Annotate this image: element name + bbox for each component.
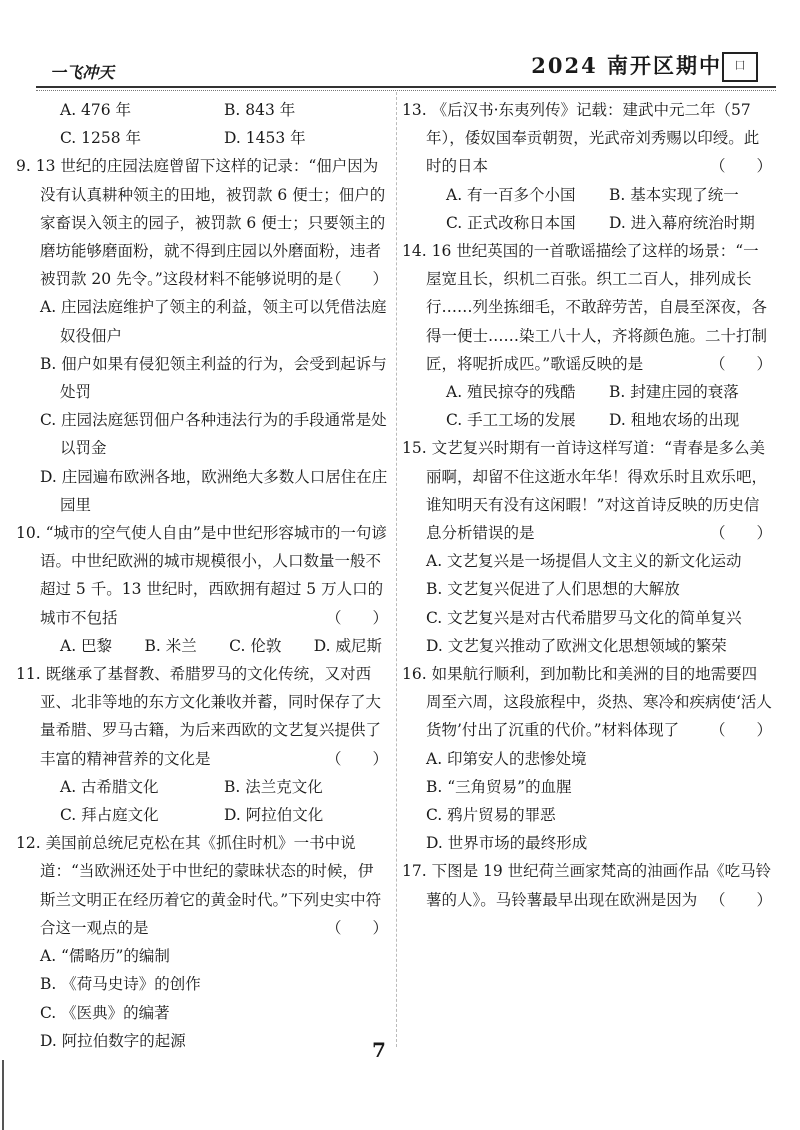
seal-stamp: 囗: [722, 52, 758, 82]
q15-stem: 15. 文艺复兴时期有一首诗这样写道：“青春是多么美丽啊，却留不住这逝水年华！得欢乐时且欢乐吧，谁知明天有没有这闲暇！”对这首诗反映的历史信息分析错误的是 （ ）: [402, 434, 772, 547]
scan-edge-mark: [2, 1060, 8, 1130]
header-dotted-rule: [36, 90, 776, 91]
q13-option-b[interactable]: B. 基本实现了统一: [609, 185, 739, 204]
q8-option-b[interactable]: B. 843 年: [224, 101, 296, 119]
q14-option-b[interactable]: B. 封建庄园的衰落: [609, 383, 739, 402]
q11-option-b[interactable]: B. 法兰克文化: [224, 777, 323, 796]
q11-answer-paren[interactable]: （ ）: [325, 749, 388, 768]
left-column: [16, 96, 388, 1055]
q12-stem: 12. 美国前总统尼克松在其《抓住时机》一书中说道：“当欧洲还处于中世纪的蒙昧状态的时候，伊斯兰文明正在经历着它的黄金时代。”下列史实中符合这一观点的是 （ ）: [16, 829, 388, 942]
q15-option-b[interactable]: B. 文艺复兴促进了人们思想的大解放: [426, 580, 680, 599]
q10-options: [16, 632, 388, 660]
q16-option-a[interactable]: A. 印第安人的悲惨处境: [426, 749, 587, 768]
exam-title: 2024 南开区期中: [531, 53, 722, 78]
q8-option-a[interactable]: A. 476 年: [60, 101, 132, 119]
q12-option-b[interactable]: B. 《荷马史诗》的创作: [40, 975, 201, 994]
q8-option-c[interactable]: C. 1258 年: [60, 129, 142, 148]
q15-option-c[interactable]: C. 文艺复兴是对古代希腊罗马文化的简单复兴: [426, 608, 742, 627]
q12-option-a[interactable]: A. “儒略历”的编制: [40, 947, 170, 966]
q14-option-a[interactable]: A. 殖民掠夺的残酷: [446, 383, 576, 402]
q12-option-d[interactable]: D. 阿拉伯数字的起源: [40, 1031, 186, 1050]
q11-option-c[interactable]: C. 拜占庭文化: [60, 806, 159, 825]
q13-option-a[interactable]: A. 有一百多个小国: [446, 185, 576, 204]
q16-stem: 16. 如果航行顺利，到加勒比和美洲的目的地需要四周至六周，这段旅程中，炎热、寒冷和疾病使‘活人货物’付出了沉重的代价。”材料体现了 （ ）: [402, 660, 772, 745]
q9-option-d[interactable]: D. 庄园遍布欧洲各地，欧洲绝大多数人口居住在庄园里: [40, 467, 388, 514]
page-number: 7: [372, 1038, 386, 1062]
q16-option-d[interactable]: D. 世界市场的最终形成: [426, 834, 588, 853]
q10-option-d[interactable]: D. 威尼斯: [313, 636, 382, 655]
q14-option-c[interactable]: C. 手工工场的发展: [446, 411, 576, 430]
q17-stem: 17. 下图是 19 世纪荷兰画家梵高的油画作品《吃马铃薯的人》。马铃薯最早出现在欧洲是因为 （ ）: [402, 857, 772, 913]
q14-stem: 14. 16 世纪英国的一首歌谣描绘了这样的场景：“一屋宽且长，织机二百张。织工二百人，排列成长行……列坐拣细毛，不敢辞劳苦，自晨至深夜，各得一便士……染工八十人，齐将颜色施。二十打制匠，将呢折成匹。”歌谣反映的是 （ ）: [402, 237, 772, 378]
q9-answer-paren[interactable]: （ ）: [325, 270, 388, 289]
q13-options: [402, 181, 772, 237]
q9-option-b[interactable]: B. 佃户如果有侵犯领主利益的行为，会受到起诉与处罚: [40, 354, 387, 402]
page-header: [28, 44, 780, 84]
q11-stem: 11. 既继承了基督教、希腊罗马的文化传统，又对西亚、北非等地的东方文化兼收并蓄，同时保存了大量希腊、罗马古籍，为后来西欧的文艺复兴提供了丰富的精神营养的文化是 （ ）: [16, 660, 388, 773]
q15-answer-paren[interactable]: （ ）: [709, 524, 772, 543]
q16-option-b[interactable]: B. “三角贸易”的血腥: [426, 777, 572, 796]
q9-option-a[interactable]: A. 庄园法庭维护了领主的利益，领主可以凭借法庭奴役佃户: [40, 298, 387, 345]
q14-options: [402, 378, 772, 434]
q12-option-c[interactable]: C. 《医典》的编著: [40, 1003, 170, 1022]
q8-option-d[interactable]: D. 1453 年: [224, 129, 306, 148]
q10-option-a[interactable]: A. 巴黎: [60, 636, 113, 655]
q13-answer-paren[interactable]: （ ）: [709, 157, 772, 176]
right-column: [402, 96, 772, 914]
q8-options: [16, 96, 388, 152]
header-rule: [36, 86, 776, 88]
q15-option-d[interactable]: D. 文艺复兴推动了欧洲文化思想领域的繁荣: [426, 636, 727, 655]
q10-option-b[interactable]: B. 米兰: [144, 636, 197, 655]
q10-answer-paren[interactable]: （ ）: [325, 608, 388, 627]
q16-answer-paren[interactable]: （ ）: [709, 721, 772, 740]
q14-option-d[interactable]: D. 租地农场的出现: [609, 411, 740, 430]
q15-option-a[interactable]: A. 文艺复兴是一场提倡人文主义的新文化运动: [426, 552, 742, 571]
column-divider: [396, 92, 397, 1047]
q13-option-c[interactable]: C. 正式改称日本国: [446, 213, 576, 232]
q9-option-c[interactable]: C. 庄园法庭惩罚佃户各种违法行为的手段通常是处以罚金: [40, 411, 387, 458]
q11-option-a[interactable]: A. 古希腊文化: [60, 777, 159, 796]
q10-option-c[interactable]: C. 伦敦: [229, 636, 282, 655]
q10-stem: 10. “城市的空气使人自由”是中世纪形容城市的一句谚语。中世纪欧洲的城市规模很小，人口数量一般不超过 5 千。13 世纪时，西欧拥有超过 5 万人口的城市不包括 （ ）: [16, 519, 388, 632]
q11-option-d[interactable]: D. 阿拉伯文化: [224, 806, 324, 825]
q9-stem: 9. 13 世纪的庄园法庭曾留下这样的记录：“佃户因为没有认真耕种领主的田地，被罚款 6 便士；佃户的家畜误入领主的园子，被罚款 6 便士；只要领主的磨坊能够磨面粉，就不得到庄园以外磨面粉，违者被罚款 20 先令。”这段材料不能够说明的是 （ ）: [16, 152, 388, 293]
q16-option-c[interactable]: C. 鸦片贸易的罪恶: [426, 806, 556, 825]
q17-answer-paren[interactable]: （ ）: [709, 890, 772, 909]
q14-answer-paren[interactable]: （ ）: [709, 354, 772, 373]
brand-logo: 一飞冲天: [50, 63, 115, 82]
q12-answer-paren[interactable]: （ ）: [325, 918, 388, 937]
q13-option-d[interactable]: D. 进入幕府统治时期: [609, 213, 755, 232]
q13-stem: 13. 《后汉书·东夷列传》记载：建武中元二年（57年），倭奴国奉贡朝贺，光武帝刘秀赐以印绶。此时的日本 （ ）: [402, 96, 772, 181]
